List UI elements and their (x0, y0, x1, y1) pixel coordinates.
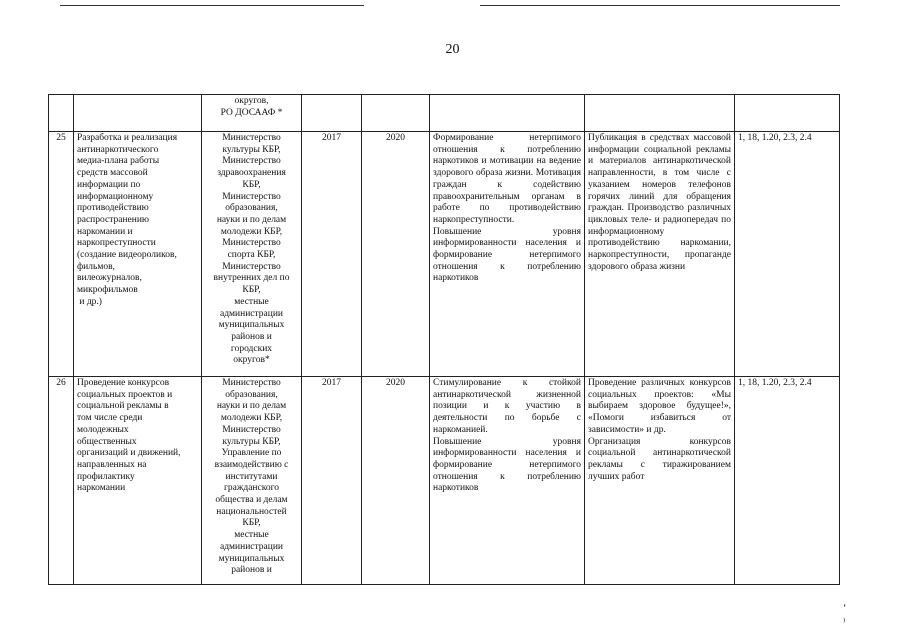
result-paragraph: Стимулирование к стойкой антинаркотической жизненной позиции и к участию в деятельности по борьбе с наркоманией. (433, 378, 581, 435)
cell-result (430, 132, 585, 377)
executor-line: общества и делам (215, 495, 288, 506)
title-line: фильмов, (77, 261, 115, 272)
cell-start (302, 95, 362, 132)
title-line: наркомании и (77, 226, 133, 237)
title-line: антинаркотического (77, 144, 159, 155)
executor-line: муниципальных (218, 553, 285, 564)
executor-line: местные (234, 530, 269, 541)
executor-line: КБР, (242, 518, 261, 529)
executor-line: здравоохранения (217, 168, 286, 179)
title-line: социальной рекламы в (77, 401, 169, 412)
cell-executor (202, 95, 302, 132)
content-paragraph: Публикация в средствах массовой информации социальной рекламы и материалов антинаркотической направленности, в том числе с указанием номеров телефонов горячих линий для обращения граждан. Производство различных цикловых теле- и радиопередач по информационному противодействию наркомании, наркопреступности, пропаганде здорового образа жизни (588, 133, 731, 272)
executor-line: внутренних дел по (213, 273, 290, 284)
executor-line: РО ДОСААФ * (220, 107, 283, 118)
cell-start: 2017 (302, 132, 362, 377)
cell-content (585, 95, 735, 132)
table-row (49, 95, 840, 132)
cell-title (74, 377, 202, 585)
executor-line: КБР, (242, 179, 261, 190)
executor-line: Министерство (222, 191, 281, 202)
title-line: наркопреступности (77, 238, 156, 249)
executor-line: Министерство (222, 424, 281, 435)
table-row (49, 132, 840, 377)
executor-line: культуры КБР, (222, 144, 281, 155)
executor-line: Министерство (222, 378, 281, 388)
executor-line: молодежи КБР, (220, 413, 283, 424)
cell-end: 2020 (362, 377, 430, 585)
title-line: информации по (77, 179, 141, 190)
cell-content (585, 132, 735, 377)
executor-line: городских (230, 343, 273, 354)
header-rule-left (60, 5, 364, 6)
title-line: направленных на (77, 459, 147, 470)
title-line: Проведение конкурсов (77, 378, 170, 388)
executor-line: взаимодействию с (214, 459, 289, 470)
cell-start: 2017 (302, 377, 362, 585)
title-line: (создание видеороликов, (77, 250, 177, 261)
title-line: микрофильмов (77, 285, 138, 296)
executor-line: науки и по делам (216, 214, 287, 225)
executor-line: муниципальных (218, 320, 285, 331)
title-line: наркомании (77, 483, 126, 494)
cell-indicators: 1, 18, 1.20, 2.3, 2.4 (735, 132, 840, 377)
title-line: молодежных (77, 424, 129, 435)
bottom-marks: ʻ ₎ (843, 603, 867, 625)
measures-table (48, 94, 840, 585)
cell-executor (202, 132, 302, 377)
executor-line: администрации (219, 308, 284, 319)
cell-num (49, 95, 74, 132)
title-line: социальных проектов и (77, 389, 173, 400)
cell-end: 2020 (362, 132, 430, 377)
content-paragraph: Организация конкурсов социальной антинаркотической рекламы с тиражированием лучших работ (588, 436, 731, 482)
cell-executor (202, 377, 302, 585)
title-line: общественных (77, 436, 137, 447)
executor-line: Министерство (222, 238, 281, 249)
cell-content (585, 377, 735, 585)
executor-line: КБР, (242, 285, 261, 296)
title-line: профилактику (77, 471, 135, 482)
cell-num: 26 (49, 377, 74, 585)
title-line: том числе среди (77, 413, 143, 424)
executor-line: округов* (233, 355, 270, 366)
header-rule-right (480, 5, 840, 6)
page-number: 20 (445, 42, 460, 57)
cell-num: 25 (49, 132, 74, 377)
executor-line: местные (234, 296, 269, 307)
executor-line: Министерство (222, 156, 281, 167)
cell-result (430, 95, 585, 132)
cell-title (74, 95, 202, 132)
executor-line: районов и (231, 565, 272, 576)
cell-indicators (735, 95, 840, 132)
title-line: вилеожурналов, (77, 273, 142, 284)
executor-line: Министерство (222, 261, 281, 272)
title-line: средств массовой (77, 168, 148, 179)
executor-line: молодежи КБР, (220, 226, 283, 237)
cell-result (430, 377, 585, 585)
title-line: медиа-плана работы (77, 156, 160, 167)
executor-line: Управление по (221, 448, 282, 459)
cell-title (74, 132, 202, 377)
executor-line: районов и (231, 331, 272, 342)
executor-line: институтами (225, 471, 278, 482)
executor-line: образования, (225, 203, 278, 214)
executor-line: национальностей (216, 506, 287, 517)
executor-line: спорта КБР, (227, 250, 276, 261)
executor-line: культуры КБР, (222, 436, 281, 447)
title-line: информационному (77, 191, 154, 202)
result-paragraph: Повышение уровня информированности населения и формирование нетерпимого отношения к потреблению наркотиков (433, 226, 581, 284)
executor-line: образования, (225, 389, 278, 400)
cell-end (362, 95, 430, 132)
executor-line: Министерство (222, 133, 281, 143)
result-paragraph: Повышение уровня информированности населения и формирование нетерпимого отношения к потреблению наркотиков (433, 436, 581, 494)
table-row (49, 377, 840, 585)
title-line: противодействию (77, 203, 149, 214)
cell-indicators: 1, 18, 1.20, 2.3, 2.4 (735, 377, 840, 585)
content-paragraph: Проведение различных конкурсов социальных проектов: «Мы выбираем здоровое будущее!», «Помоги избавиться от зависимости» и др. (588, 378, 731, 435)
executor-line: науки и по делам (216, 401, 287, 412)
title-line: организаций и движений, (77, 448, 181, 459)
result-paragraph: Формирование нетерпимого отношения к потреблению наркотиков и мотивации на ведение здорового образа жизни. Мотивация граждан к содействию правоохранительным органам в работе по противодействию наркопреступности. (433, 133, 581, 225)
executor-line: администрации (219, 541, 284, 552)
title-line: Разработка и реализация (77, 133, 178, 143)
executor-line: округов, (234, 96, 269, 106)
title-line: распространению (77, 214, 150, 225)
executor-line: гражданского (223, 483, 280, 494)
title-line: и др.) (77, 296, 102, 307)
